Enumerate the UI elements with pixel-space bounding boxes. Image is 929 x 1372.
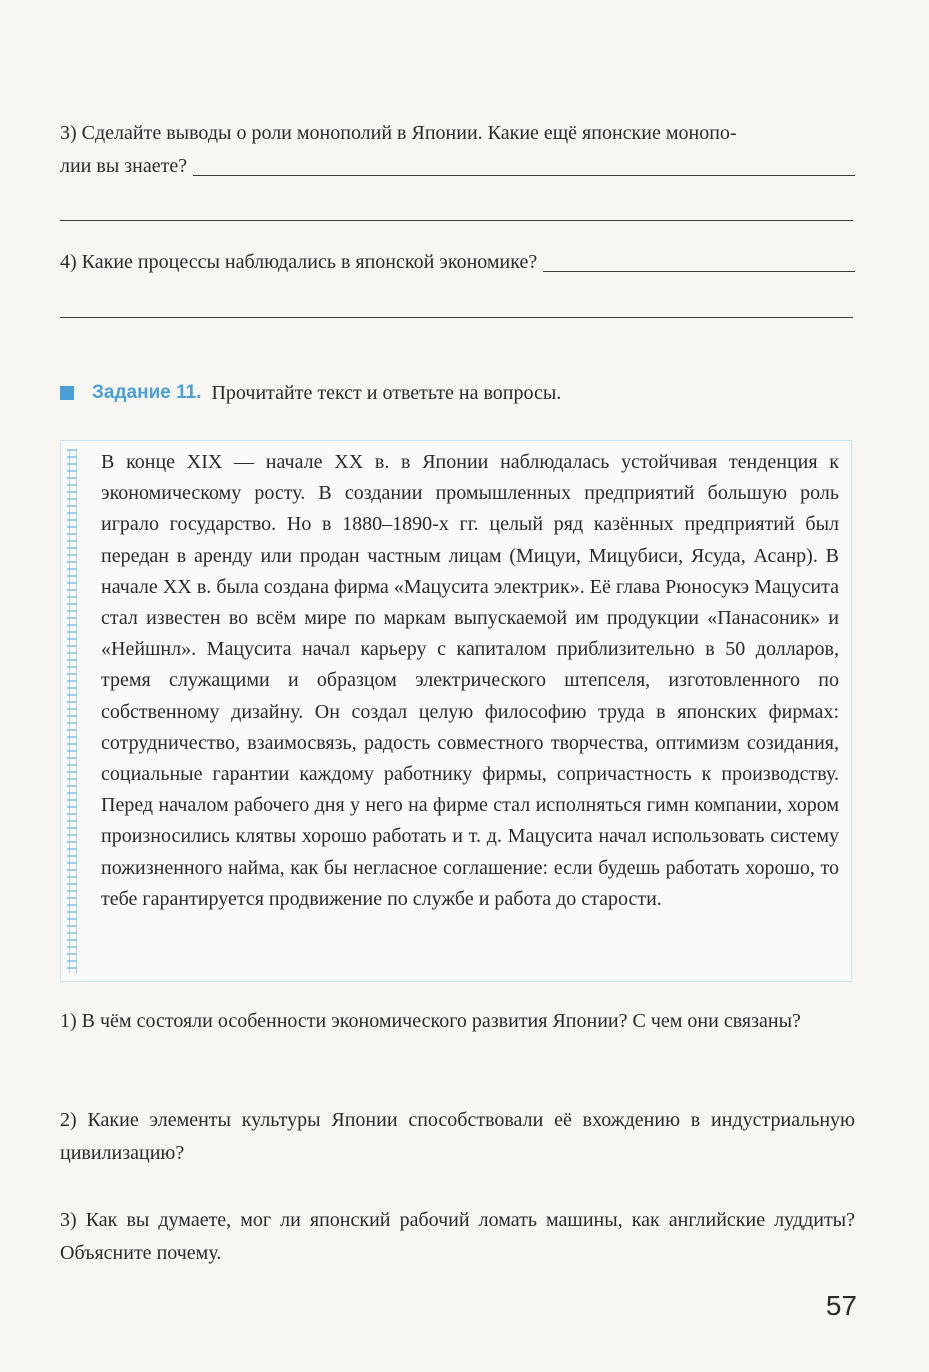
question-3-line2: лии вы знаете? xyxy=(60,155,188,177)
question-3-bottom: 3) Как вы думаете, мог ли японский рабочий ломать машины, как английские луддиты? Объясните почему. xyxy=(60,1209,855,1264)
question-3-line1: 3) Сделайте выводы о роли монополий в Японии. Какие ещё японские монопо- xyxy=(60,122,737,144)
question-4-answer-row[interactable] xyxy=(60,246,855,279)
question-2-bottom: 2) Какие элементы культуры Японии способствовали её вхождению в индустриальную цивилизацию? xyxy=(60,1109,855,1164)
answer-line[interactable] xyxy=(543,270,855,272)
question-3-answer-row[interactable] xyxy=(60,150,855,183)
task-instruction: Прочитайте текст и ответьте на вопросы. xyxy=(211,382,562,404)
answer-line[interactable] xyxy=(60,317,853,318)
reading-text: В конце XIX — начале XX в. в Японии наблюдалась устойчивая тенденция к экономическому росту. В создании промышленных предприятий большую роль играло государство. Но в 1880–1890-х гг. целый ряд казённых предприятий был передан в аренду или продан частным лицам (Мицуи, Мицубиси, Ясуда, Асанр). В начале XX в. была создана фирма «Мацусита электрик». Её глава Рюносукэ Мацусита стал известен во всём мире по маркам выпускаемой им продукции «Панасоник» и «Нейшнл». Мацусита начал карьеру с капиталом приблизительно в 50 долларов, тремя служащими и образцом электрического штепселя, изготовленного по собственному дизайну. Он создал целую философию труда в японских фирмах: сотрудничество, взаимосвязь, радость совместного творчества, оптимизм созидания, социальные гарантии каждому работнику фирмы, сопричастность к производству. Перед началом рабочего дня у него на фирме стал исполняться гимн компании, хором произносились клятвы хорошо работать и т. д. Мацусита начал использовать систему пожизненного найма, как бы негласное соглашение: если будешь работать хорошо, то тебе гарантируется продвижение по службе и работа до старости. xyxy=(101,451,839,910)
question-4-text: 4) Какие процессы наблюдались в японской экономике? xyxy=(60,251,538,273)
question-3-text xyxy=(60,117,855,150)
page-number: 57 xyxy=(825,1290,857,1321)
ornament-pattern xyxy=(67,449,77,973)
task-header xyxy=(60,378,561,408)
task-label: Задание 11. xyxy=(92,382,202,403)
square-bullet-icon xyxy=(60,386,74,400)
answer-line[interactable] xyxy=(193,174,855,176)
reading-text-box xyxy=(60,440,852,982)
answer-line[interactable] xyxy=(60,220,853,221)
question-1-bottom: 1) В чём состояли особенности экономического развития Японии? С чем они связаны? xyxy=(60,1010,801,1032)
